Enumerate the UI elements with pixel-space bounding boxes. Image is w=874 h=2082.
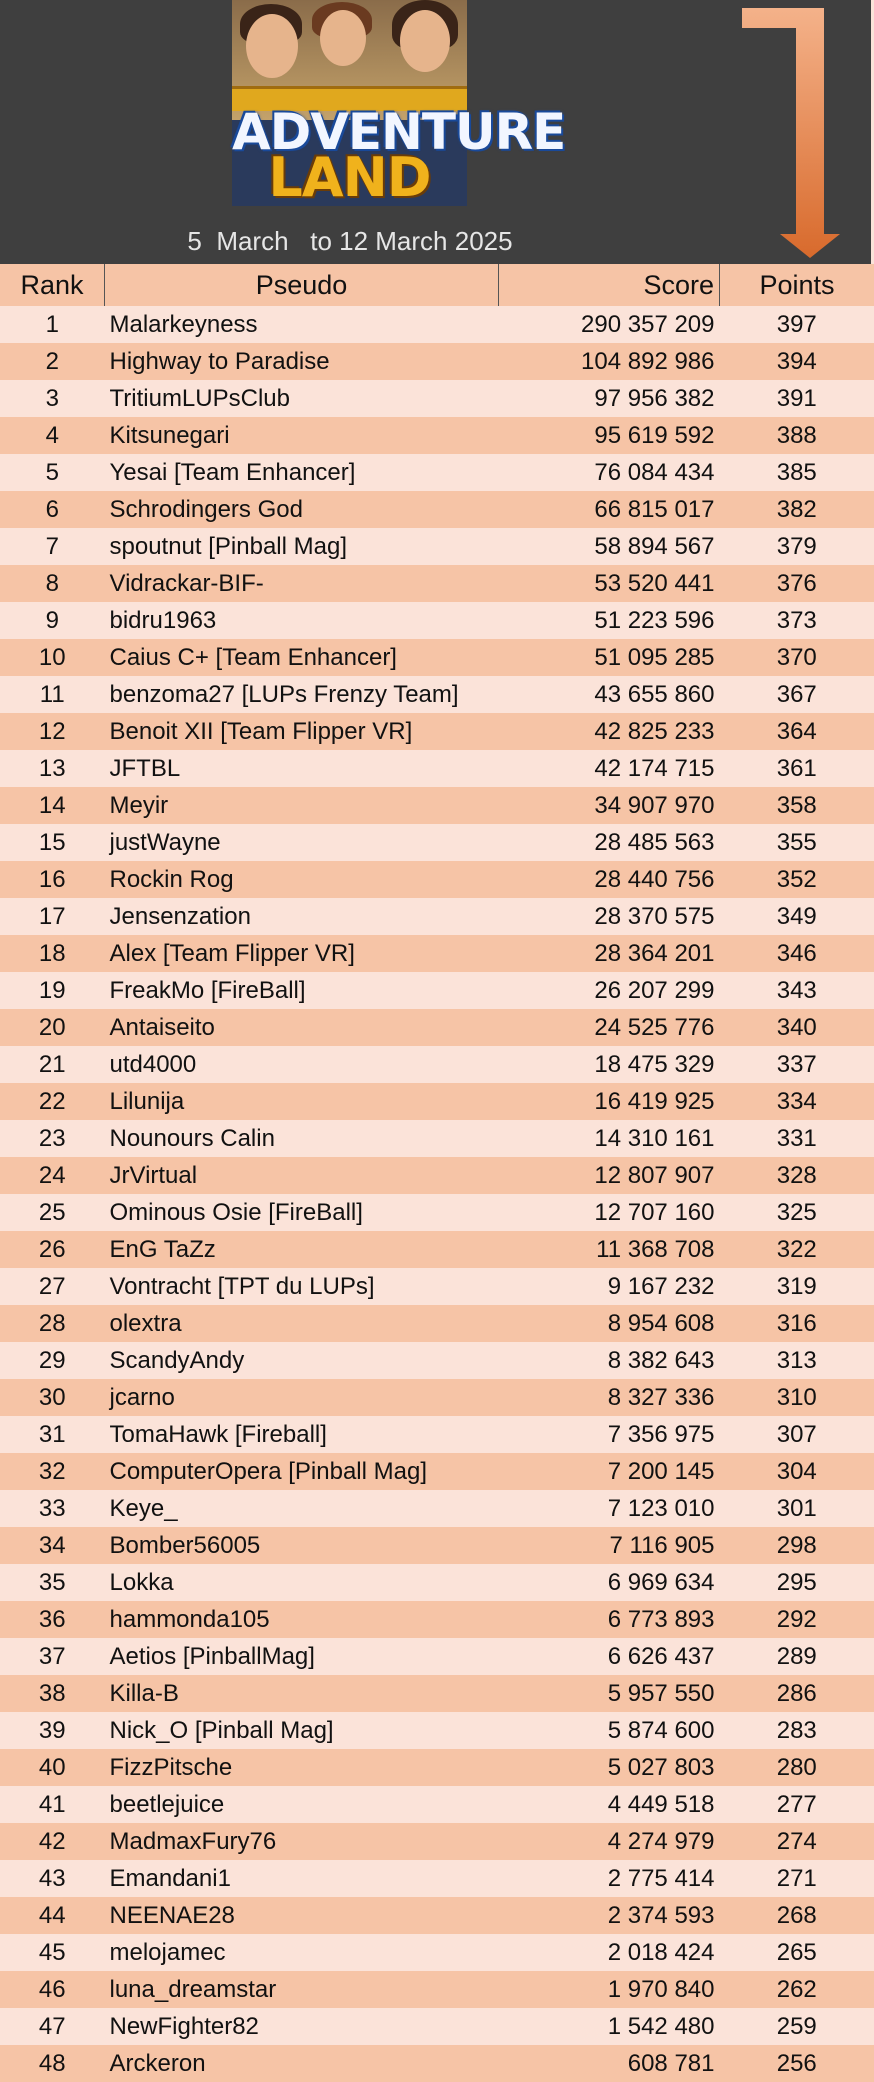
cell-points: 355 xyxy=(720,824,874,861)
logo-word-land: LAND xyxy=(232,146,467,209)
cell-points: 262 xyxy=(720,1971,874,2008)
cell-rank: 29 xyxy=(0,1342,105,1379)
cell-rank: 30 xyxy=(0,1379,105,1416)
cell-score: 16 419 925 xyxy=(499,1083,720,1120)
table-row xyxy=(0,1453,874,1490)
cell-pseudo: Aetios [PinballMag] xyxy=(105,1638,499,1675)
cell-score: 95 619 592 xyxy=(499,417,720,454)
cell-score: 28 440 756 xyxy=(499,861,720,898)
cell-rank: 15 xyxy=(0,824,105,861)
cell-points: 298 xyxy=(720,1527,874,1564)
table-row xyxy=(0,2008,874,2045)
cell-score: 51 095 285 xyxy=(499,639,720,676)
cell-score: 51 223 596 xyxy=(499,602,720,639)
cell-points: 382 xyxy=(720,491,874,528)
table-row xyxy=(0,1416,874,1453)
cell-score: 24 525 776 xyxy=(499,1009,720,1046)
table-row xyxy=(0,1675,874,1712)
cell-rank: 11 xyxy=(0,676,105,713)
cell-rank: 41 xyxy=(0,1786,105,1823)
leaderboard-table xyxy=(0,264,874,2082)
cell-score: 42 174 715 xyxy=(499,750,720,787)
table-row xyxy=(0,1379,874,1416)
table-row xyxy=(0,1120,874,1157)
table-row xyxy=(0,1342,874,1379)
cell-score: 4 274 979 xyxy=(499,1823,720,1860)
cell-score: 1 542 480 xyxy=(499,2008,720,2045)
table-row xyxy=(0,417,874,454)
cell-pseudo: Malarkeyness xyxy=(105,306,499,343)
cell-rank: 48 xyxy=(0,2045,105,2082)
cell-score: 8 382 643 xyxy=(499,1342,720,1379)
cell-rank: 45 xyxy=(0,1934,105,1971)
cell-pseudo: Lilunija xyxy=(105,1083,499,1120)
cell-pseudo: Lokka xyxy=(105,1564,499,1601)
table-row xyxy=(0,1157,874,1194)
cell-points: 316 xyxy=(720,1305,874,1342)
cell-pseudo: Benoit XII [Team Flipper VR] xyxy=(105,713,499,750)
cell-pseudo: Nick_O [Pinball Mag] xyxy=(105,1712,499,1749)
table-row xyxy=(0,713,874,750)
cell-pseudo: Nounours Calin xyxy=(105,1120,499,1157)
cell-pseudo: Caius C+ [Team Enhancer] xyxy=(105,639,499,676)
table-row xyxy=(0,454,874,491)
table-row xyxy=(0,1268,874,1305)
cell-pseudo: Kitsunegari xyxy=(105,417,499,454)
cell-score: 43 655 860 xyxy=(499,676,720,713)
cell-pseudo: EnG TaZz xyxy=(105,1231,499,1268)
cell-pseudo: justWayne xyxy=(105,824,499,861)
cell-rank: 20 xyxy=(0,1009,105,1046)
cell-rank: 17 xyxy=(0,898,105,935)
table-row xyxy=(0,1601,874,1638)
cell-points: 346 xyxy=(720,935,874,972)
cell-pseudo: Emandani1 xyxy=(105,1860,499,1897)
cell-score: 5 027 803 xyxy=(499,1749,720,1786)
table-row xyxy=(0,380,874,417)
cell-score: 6 773 893 xyxy=(499,1601,720,1638)
cell-pseudo: Alex [Team Flipper VR] xyxy=(105,935,499,972)
cell-points: 385 xyxy=(720,454,874,491)
cell-points: 325 xyxy=(720,1194,874,1231)
cell-rank: 38 xyxy=(0,1675,105,1712)
cell-points: 391 xyxy=(720,380,874,417)
cell-points: 343 xyxy=(720,972,874,1009)
cell-score: 58 894 567 xyxy=(499,528,720,565)
table-row xyxy=(0,787,874,824)
cell-score: 608 781 xyxy=(499,2045,720,2082)
cell-rank: 22 xyxy=(0,1083,105,1120)
cell-score: 26 207 299 xyxy=(499,972,720,1009)
cell-points: 265 xyxy=(720,1934,874,1971)
cell-points: 304 xyxy=(720,1453,874,1490)
cell-pseudo: TomaHawk [Fireball] xyxy=(105,1416,499,1453)
cell-pseudo: TritiumLUPsClub xyxy=(105,380,499,417)
cell-score: 1 970 840 xyxy=(499,1971,720,2008)
table-row xyxy=(0,306,874,343)
table-row xyxy=(0,639,874,676)
cell-pseudo: FizzPitsche xyxy=(105,1749,499,1786)
table-row xyxy=(0,1194,874,1231)
cell-rank: 39 xyxy=(0,1712,105,1749)
cell-points: 286 xyxy=(720,1675,874,1712)
cell-points: 322 xyxy=(720,1231,874,1268)
cell-rank: 43 xyxy=(0,1860,105,1897)
table-header-row xyxy=(0,264,874,306)
cell-points: 313 xyxy=(720,1342,874,1379)
cell-rank: 19 xyxy=(0,972,105,1009)
cell-score: 5 957 550 xyxy=(499,1675,720,1712)
cell-score: 53 520 441 xyxy=(499,565,720,602)
logo-figure-face xyxy=(400,10,450,72)
cell-rank: 1 xyxy=(0,306,105,343)
cell-score: 12 807 907 xyxy=(499,1157,720,1194)
cell-points: 307 xyxy=(720,1416,874,1453)
cell-pseudo: NewFighter82 xyxy=(105,2008,499,2045)
table-row xyxy=(0,1712,874,1749)
table-row xyxy=(0,1786,874,1823)
cell-rank: 2 xyxy=(0,343,105,380)
cell-points: 361 xyxy=(720,750,874,787)
cell-pseudo: Schrodingers God xyxy=(105,491,499,528)
cell-rank: 13 xyxy=(0,750,105,787)
cell-pseudo: Rockin Rog xyxy=(105,861,499,898)
cell-score: 2 775 414 xyxy=(499,1860,720,1897)
logo-figure-face xyxy=(246,14,298,78)
cell-rank: 6 xyxy=(0,491,105,528)
cell-score: 34 907 970 xyxy=(499,787,720,824)
cell-rank: 27 xyxy=(0,1268,105,1305)
cell-rank: 3 xyxy=(0,380,105,417)
cell-points: 340 xyxy=(720,1009,874,1046)
table-row xyxy=(0,1046,874,1083)
date-range: 5 March to 12 March 2025 xyxy=(120,226,580,257)
cell-rank: 24 xyxy=(0,1157,105,1194)
cell-points: 388 xyxy=(720,417,874,454)
cell-points: 349 xyxy=(720,898,874,935)
logo-word-adventure: ADVENTURE xyxy=(232,103,467,161)
cell-points: 337 xyxy=(720,1046,874,1083)
table-row xyxy=(0,676,874,713)
cell-points: 364 xyxy=(720,713,874,750)
cell-score: 8 327 336 xyxy=(499,1379,720,1416)
adventure-land-logo xyxy=(232,0,467,206)
cell-rank: 35 xyxy=(0,1564,105,1601)
column-header-pseudo: Pseudo xyxy=(105,264,499,306)
cell-pseudo: Vidrackar-BIF- xyxy=(105,565,499,602)
cell-score: 12 707 160 xyxy=(499,1194,720,1231)
cell-rank: 9 xyxy=(0,602,105,639)
cell-pseudo: melojamec xyxy=(105,1934,499,1971)
table-row xyxy=(0,1823,874,1860)
table-row xyxy=(0,1564,874,1601)
cell-score: 290 357 209 xyxy=(499,306,720,343)
cell-points: 352 xyxy=(720,861,874,898)
cell-pseudo: NEENAE28 xyxy=(105,1897,499,1934)
cell-pseudo: bidru1963 xyxy=(105,602,499,639)
cell-score: 7 123 010 xyxy=(499,1490,720,1527)
cell-rank: 40 xyxy=(0,1749,105,1786)
table-row xyxy=(0,1897,874,1934)
table-row xyxy=(0,1305,874,1342)
table-row xyxy=(0,935,874,972)
cell-pseudo: olextra xyxy=(105,1305,499,1342)
cell-points: 376 xyxy=(720,565,874,602)
cell-rank: 8 xyxy=(0,565,105,602)
cell-score: 28 370 575 xyxy=(499,898,720,935)
cell-pseudo: Jensenzation xyxy=(105,898,499,935)
cell-score: 7 200 145 xyxy=(499,1453,720,1490)
cell-score: 28 364 201 xyxy=(499,935,720,972)
cell-points: 271 xyxy=(720,1860,874,1897)
cell-rank: 44 xyxy=(0,1897,105,1934)
cell-pseudo: Killa-B xyxy=(105,1675,499,1712)
cell-points: 379 xyxy=(720,528,874,565)
cell-score: 2 018 424 xyxy=(499,1934,720,1971)
cell-pseudo: spoutnut [Pinball Mag] xyxy=(105,528,499,565)
cell-points: 373 xyxy=(720,602,874,639)
cell-pseudo: Yesai [Team Enhancer] xyxy=(105,454,499,491)
down-arrow-icon xyxy=(730,6,850,261)
table-body xyxy=(0,306,874,2082)
cell-rank: 47 xyxy=(0,2008,105,2045)
table-row xyxy=(0,2045,874,2082)
cell-pseudo: hammonda105 xyxy=(105,1601,499,1638)
cell-pseudo: jcarno xyxy=(105,1379,499,1416)
cell-rank: 25 xyxy=(0,1194,105,1231)
cell-points: 334 xyxy=(720,1083,874,1120)
cell-pseudo: benzoma27 [LUPs Frenzy Team] xyxy=(105,676,499,713)
table-row xyxy=(0,972,874,1009)
cell-pseudo: beetlejuice xyxy=(105,1786,499,1823)
cell-score: 76 084 434 xyxy=(499,454,720,491)
table-row xyxy=(0,861,874,898)
cell-pseudo: ScandyAndy xyxy=(105,1342,499,1379)
cell-rank: 31 xyxy=(0,1416,105,1453)
cell-pseudo: FreakMo [FireBall] xyxy=(105,972,499,1009)
cell-rank: 36 xyxy=(0,1601,105,1638)
cell-points: 370 xyxy=(720,639,874,676)
table-row xyxy=(0,1749,874,1786)
cell-score: 7 116 905 xyxy=(499,1527,720,1564)
table-row xyxy=(0,1490,874,1527)
cell-rank: 23 xyxy=(0,1120,105,1157)
cell-pseudo: Arckeron xyxy=(105,2045,499,2082)
cell-pseudo: Vontracht [TPT du LUPs] xyxy=(105,1268,499,1305)
cell-rank: 16 xyxy=(0,861,105,898)
cell-score: 7 356 975 xyxy=(499,1416,720,1453)
column-header-rank: Rank xyxy=(0,264,105,306)
cell-pseudo: JFTBL xyxy=(105,750,499,787)
cell-points: 394 xyxy=(720,343,874,380)
cell-points: 358 xyxy=(720,787,874,824)
cell-points: 256 xyxy=(720,2045,874,2082)
column-header-score: Score xyxy=(499,264,720,306)
cell-rank: 18 xyxy=(0,935,105,972)
cell-rank: 4 xyxy=(0,417,105,454)
cell-rank: 37 xyxy=(0,1638,105,1675)
table-row xyxy=(0,343,874,380)
cell-pseudo: utd4000 xyxy=(105,1046,499,1083)
cell-rank: 7 xyxy=(0,528,105,565)
cell-points: 295 xyxy=(720,1564,874,1601)
cell-rank: 26 xyxy=(0,1231,105,1268)
cell-rank: 21 xyxy=(0,1046,105,1083)
cell-pseudo: MadmaxFury76 xyxy=(105,1823,499,1860)
table-row xyxy=(0,1009,874,1046)
cell-score: 42 825 233 xyxy=(499,713,720,750)
cell-score: 6 626 437 xyxy=(499,1638,720,1675)
cell-pseudo: Antaiseito xyxy=(105,1009,499,1046)
column-header-points: Points xyxy=(720,264,874,306)
table-row xyxy=(0,1860,874,1897)
logo-figure-face xyxy=(320,10,366,66)
table-row xyxy=(0,824,874,861)
cell-score: 9 167 232 xyxy=(499,1268,720,1305)
table-row xyxy=(0,1971,874,2008)
cell-pseudo: Bomber56005 xyxy=(105,1527,499,1564)
cell-pseudo: Highway to Paradise xyxy=(105,343,499,380)
table-row xyxy=(0,1083,874,1120)
cell-rank: 10 xyxy=(0,639,105,676)
cell-score: 18 475 329 xyxy=(499,1046,720,1083)
cell-points: 301 xyxy=(720,1490,874,1527)
cell-points: 331 xyxy=(720,1120,874,1157)
cell-pseudo: Keye_ xyxy=(105,1490,499,1527)
cell-rank: 28 xyxy=(0,1305,105,1342)
cell-points: 259 xyxy=(720,2008,874,2045)
cell-score: 14 310 161 xyxy=(499,1120,720,1157)
cell-score: 5 874 600 xyxy=(499,1712,720,1749)
cell-points: 280 xyxy=(720,1749,874,1786)
cell-points: 289 xyxy=(720,1638,874,1675)
cell-rank: 34 xyxy=(0,1527,105,1564)
cell-pseudo: ComputerOpera [Pinball Mag] xyxy=(105,1453,499,1490)
table-row xyxy=(0,1231,874,1268)
header xyxy=(0,0,871,264)
cell-points: 319 xyxy=(720,1268,874,1305)
cell-points: 292 xyxy=(720,1601,874,1638)
cell-score: 11 368 708 xyxy=(499,1231,720,1268)
cell-score: 4 449 518 xyxy=(499,1786,720,1823)
cell-pseudo: luna_dreamstar xyxy=(105,1971,499,2008)
cell-pseudo: Ominous Osie [FireBall] xyxy=(105,1194,499,1231)
table-row xyxy=(0,1638,874,1675)
cell-score: 28 485 563 xyxy=(499,824,720,861)
cell-points: 397 xyxy=(720,306,874,343)
table-row xyxy=(0,1527,874,1564)
cell-rank: 12 xyxy=(0,713,105,750)
cell-pseudo: Meyir xyxy=(105,787,499,824)
cell-rank: 46 xyxy=(0,1971,105,2008)
cell-points: 268 xyxy=(720,1897,874,1934)
cell-rank: 5 xyxy=(0,454,105,491)
table-row xyxy=(0,528,874,565)
table-row xyxy=(0,565,874,602)
cell-score: 66 815 017 xyxy=(499,491,720,528)
cell-points: 274 xyxy=(720,1823,874,1860)
cell-rank: 32 xyxy=(0,1453,105,1490)
cell-score: 6 969 634 xyxy=(499,1564,720,1601)
cell-pseudo: JrVirtual xyxy=(105,1157,499,1194)
cell-points: 367 xyxy=(720,676,874,713)
cell-score: 104 892 986 xyxy=(499,343,720,380)
cell-points: 328 xyxy=(720,1157,874,1194)
cell-score: 97 956 382 xyxy=(499,380,720,417)
cell-points: 283 xyxy=(720,1712,874,1749)
cell-score: 8 954 608 xyxy=(499,1305,720,1342)
cell-rank: 33 xyxy=(0,1490,105,1527)
cell-points: 310 xyxy=(720,1379,874,1416)
cell-rank: 14 xyxy=(0,787,105,824)
cell-rank: 42 xyxy=(0,1823,105,1860)
table-row xyxy=(0,491,874,528)
table-row xyxy=(0,602,874,639)
table-row xyxy=(0,1934,874,1971)
cell-score: 2 374 593 xyxy=(499,1897,720,1934)
table-row xyxy=(0,750,874,787)
table-row xyxy=(0,898,874,935)
cell-points: 277 xyxy=(720,1786,874,1823)
